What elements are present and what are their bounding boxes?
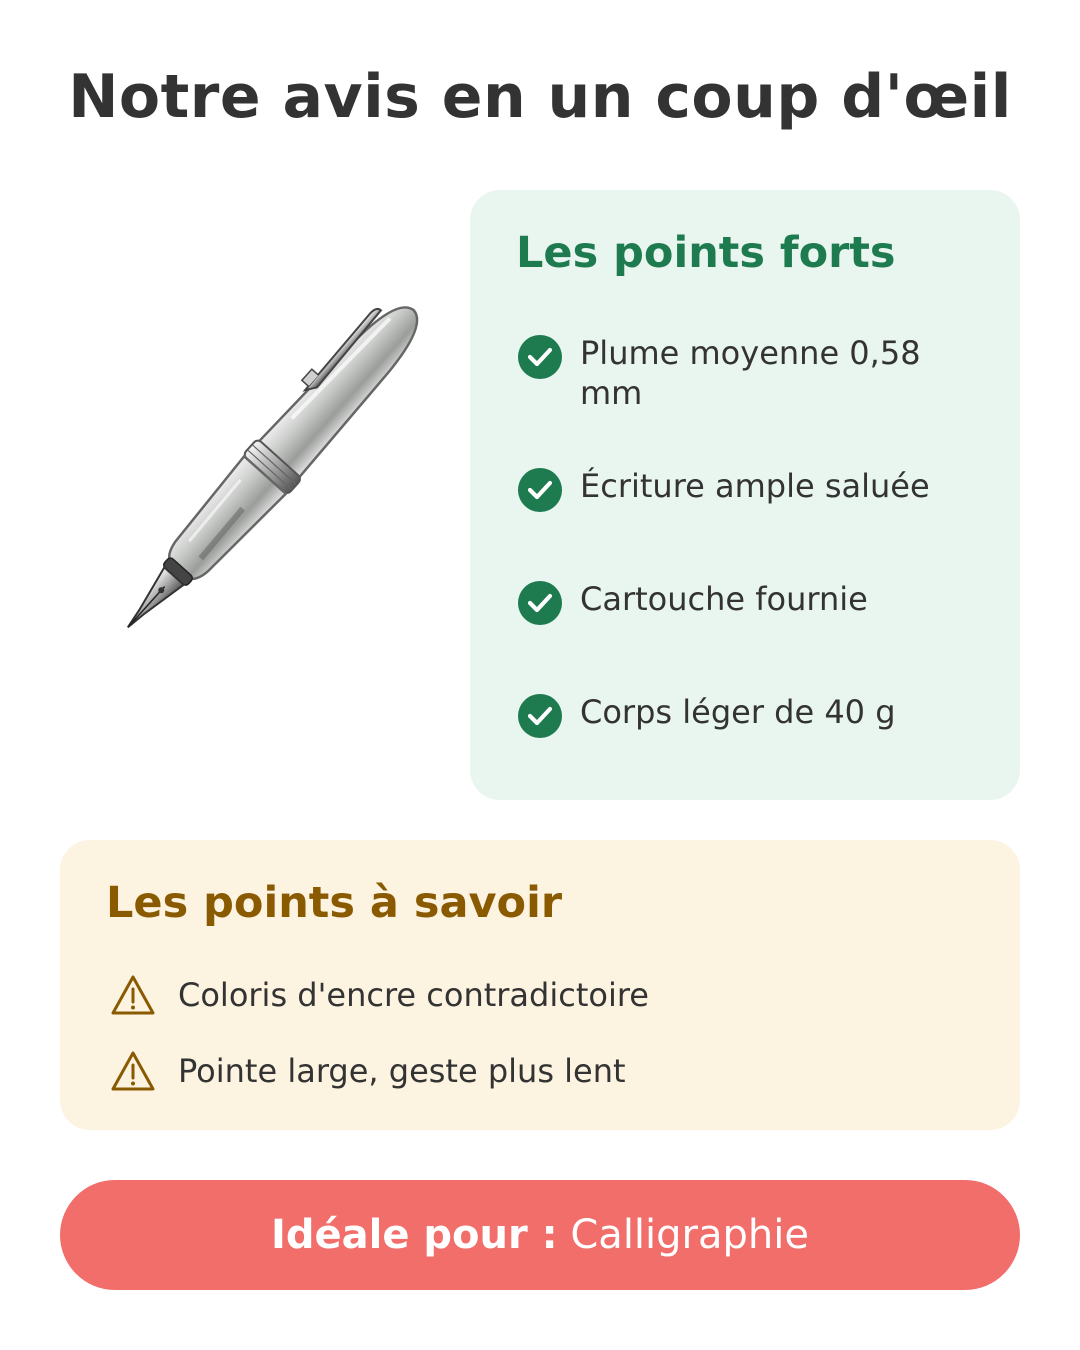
check-circle-icon xyxy=(518,335,562,379)
check-circle-icon xyxy=(518,468,562,512)
con-item xyxy=(110,974,970,1018)
page-title: Notre avis en un coup d'œil xyxy=(68,62,1012,132)
check-circle-icon xyxy=(518,694,562,738)
con-item xyxy=(110,1050,970,1094)
pros-title: Les points forts xyxy=(516,228,896,278)
pro-item-label: Plume moyenne 0,58 mm xyxy=(580,334,921,412)
ideal-for-value: Calligraphie xyxy=(570,1212,809,1258)
con-item-label: Coloris d'encre contradictoire xyxy=(178,976,649,1014)
warning-triangle-icon xyxy=(110,974,156,1016)
pro-item-label: Cartouche fournie xyxy=(580,580,868,618)
warning-triangle-icon xyxy=(110,1050,156,1092)
pro-item-label: Écriture ample saluée xyxy=(580,467,930,505)
check-circle-icon xyxy=(518,581,562,625)
pros-card xyxy=(470,190,1020,800)
pro-item-label: Corps léger de 40 g xyxy=(580,693,896,731)
ideal-for-label: Idéale pour : xyxy=(271,1212,558,1258)
cons-title: Les points à savoir xyxy=(106,878,563,928)
con-item-label: Pointe large, geste plus lent xyxy=(178,1052,626,1090)
cons-card xyxy=(60,840,1020,1130)
fountain-pen-image xyxy=(60,190,460,800)
ideal-for-banner xyxy=(60,1180,1020,1290)
